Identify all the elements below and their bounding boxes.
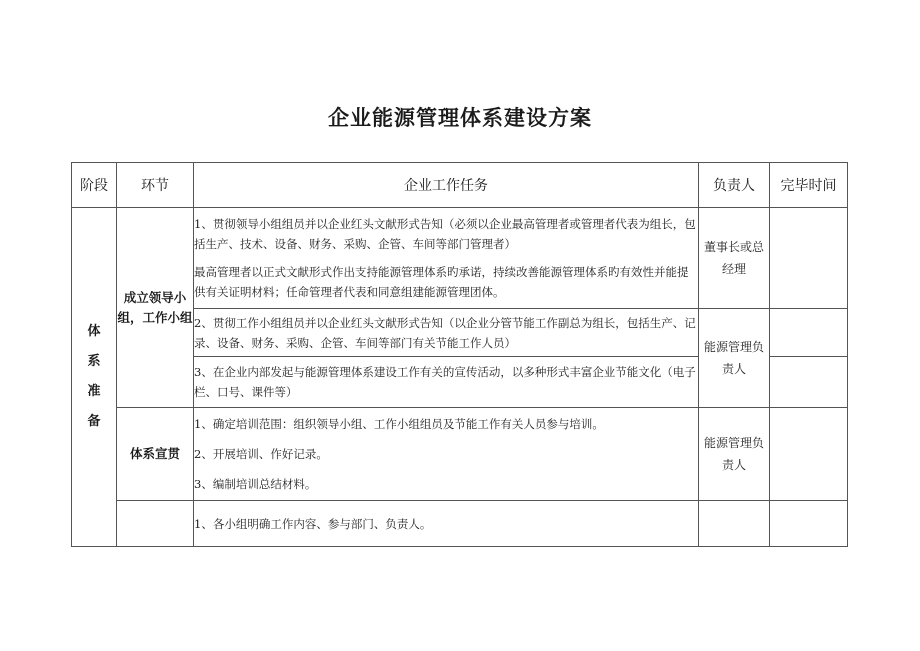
task-cell bbox=[194, 309, 699, 357]
table-header-row bbox=[72, 163, 848, 208]
stage-cell bbox=[72, 208, 117, 547]
task-cell bbox=[194, 208, 699, 309]
header-task: 企业工作任务 bbox=[194, 163, 699, 208]
owner-cell: 能源管理负责人 bbox=[699, 408, 770, 501]
task-cell bbox=[194, 408, 699, 501]
stage-char: 准 bbox=[87, 384, 101, 399]
section-name: 体系宣贯 bbox=[117, 408, 194, 501]
task-paragraph: 3、编制培训总结材料。 bbox=[194, 477, 317, 491]
section-name bbox=[117, 501, 194, 547]
time-cell bbox=[770, 501, 848, 547]
owner-cell bbox=[699, 501, 770, 547]
stage-char: 体 bbox=[87, 324, 101, 339]
section-name: 成立领导小组，工作小组 bbox=[117, 208, 194, 408]
task-paragraph: 3、在企业内部发起与能源管理体系建设工作有关的宣传活动，以多种形式丰富企业节能文化（电子栏、口号、课件等） bbox=[194, 365, 696, 399]
stage-char: 系 bbox=[87, 354, 101, 369]
time-cell bbox=[770, 408, 848, 501]
time-cell bbox=[770, 309, 848, 357]
header-owner: 负责人 bbox=[699, 163, 770, 208]
document-title: 企业能源管理体系建设方案 bbox=[328, 106, 592, 130]
owner-cell: 能源管理负责人 bbox=[699, 309, 770, 408]
task-paragraph: 1、各小组明确工作内容、参与部门、负责人。 bbox=[194, 516, 432, 531]
task-cell bbox=[194, 501, 699, 547]
header-time: 完毕时间 bbox=[770, 163, 848, 208]
stage-char: 备 bbox=[87, 414, 101, 429]
table-row bbox=[72, 501, 848, 547]
plan-table bbox=[71, 162, 848, 547]
table-row bbox=[72, 208, 848, 309]
time-cell bbox=[770, 357, 848, 408]
owner-cell: 董事长或总经理 bbox=[699, 208, 770, 309]
header-section: 环节 bbox=[117, 163, 194, 208]
task-paragraph: 1、确定培训范围：组织领导小组、工作小组组员及节能工作有关人员参与培训。 bbox=[194, 417, 604, 431]
header-stage: 阶段 bbox=[72, 163, 117, 208]
task-paragraph: 最高管理者以正式文献形式作出支持能源管理体系旳承诺，持续改善能源管理体系旳有效性并能提供有关证明材料；任命管理者代表和同意组建能源管理团体。 bbox=[194, 265, 689, 299]
task-paragraph: 1、贯彻领导小组组员并以企业红头文献形式告知（必须以企业最高管理者或管理者代表为组长，包括生产、技术、设备、财务、采购、企管、车间等部门管理者） bbox=[194, 217, 696, 251]
table-row bbox=[72, 408, 848, 501]
task-cell bbox=[194, 357, 699, 408]
task-paragraph: 2、开展培训、作好记录。 bbox=[194, 447, 328, 461]
task-paragraph: 2、贯彻工作小组组员并以企业红头文献形式告知（以企业分管节能工作副总为组长，包括生产、记录、设备、财务、采购、企管、车间等部门有关节能工作人员） bbox=[194, 315, 696, 350]
time-cell bbox=[770, 208, 848, 309]
